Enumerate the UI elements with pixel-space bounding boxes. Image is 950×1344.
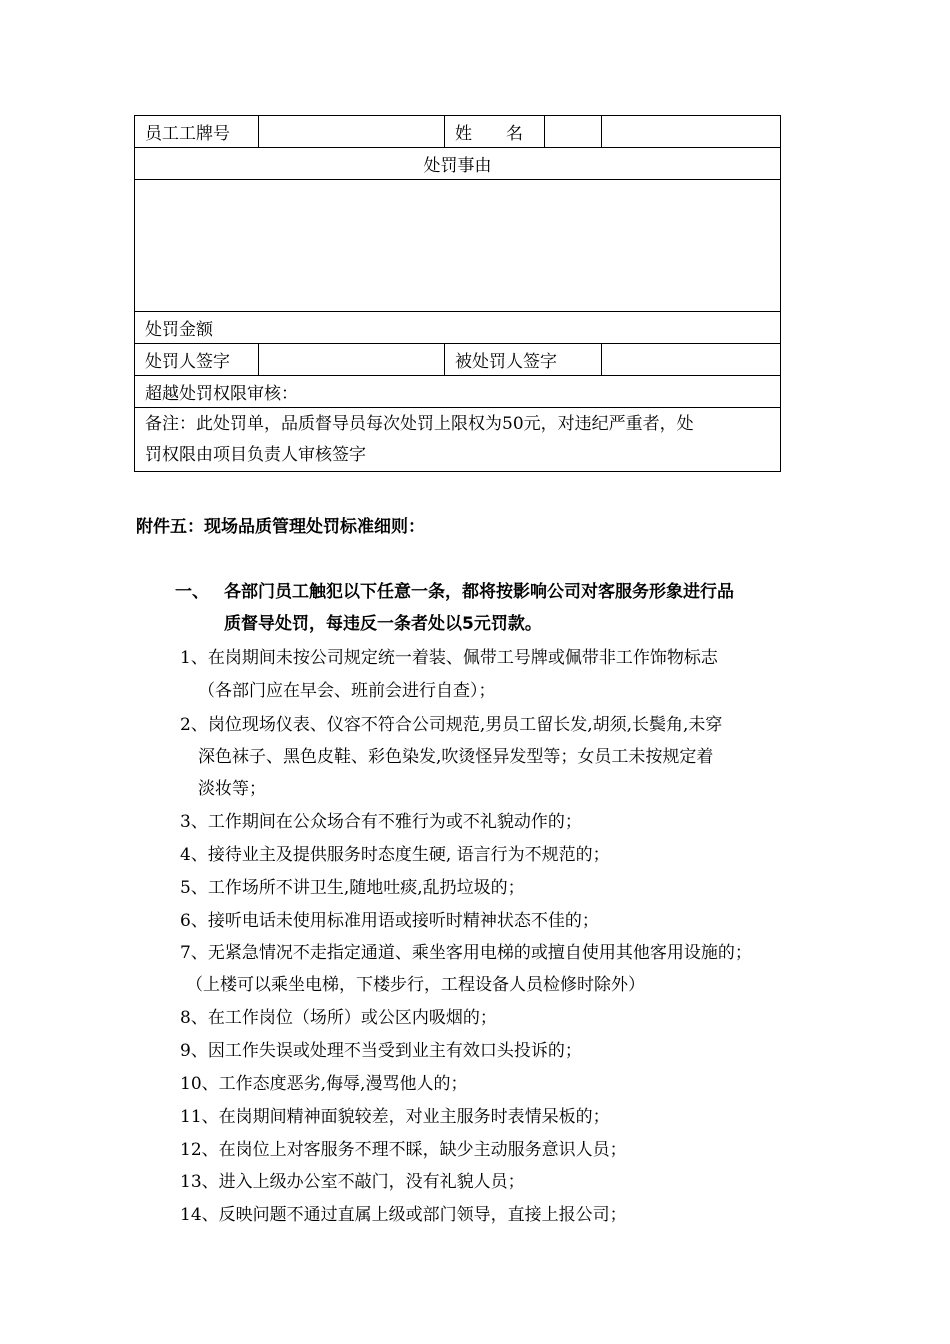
rule-item: 2、岗位现场仪表、仪容不符合公司规范,男员工留长发,胡须,长鬓角,未穿: [180, 715, 723, 735]
rule-item: 10、工作态度恶劣,侮辱,漫骂他人的；: [180, 1074, 468, 1094]
signature-row: [135, 344, 781, 376]
punisher-sign-label: 处罚人签字: [135, 344, 259, 376]
penalty-form-table: [134, 115, 781, 472]
section-1-line-2: 质督导处罚，每违反一条者处以5元罚款。: [224, 614, 542, 634]
note-cell: [135, 408, 781, 472]
rule-item: （各部门应在早会、班前会进行自查）；: [198, 681, 496, 701]
overlimit-review-label: 超越处罚权限审核：: [135, 376, 781, 408]
rule-item: 7、无紧急情况不走指定通道、乘坐客用电梯的或擅自使用其他客用设施的；: [180, 943, 752, 963]
rule-item: 3、工作期间在公众场合有不雅行为或不礼貌动作的；: [180, 812, 582, 832]
reason-header: 处罚事由: [135, 148, 781, 180]
reason-content-row: [135, 180, 781, 312]
rule-item: 8、在工作岗位（场所）或公区内吸烟的；: [180, 1008, 497, 1028]
punished-sign-label: 被处罚人签字: [445, 344, 602, 376]
extra-field[interactable]: [602, 116, 781, 148]
rule-item: 12、在岗位上对客服务不理不睬，缺少主动服务意识人员；: [180, 1140, 627, 1160]
section-1-line-1: 各部门员工触犯以下任意一条，都将按影响公司对客服务形象进行品: [224, 582, 734, 602]
rule-item: 5、工作场所不讲卫生,随地吐痰,乱扔垃圾的；: [180, 878, 525, 898]
reason-header-row: [135, 148, 781, 180]
note-row: [135, 408, 781, 472]
punished-sign-field[interactable]: [602, 344, 781, 376]
rule-item: 14、反映问题不通过直属上级或部门领导，直接上报公司；: [180, 1205, 627, 1225]
rule-item: 6、接听电话未使用标准用语或接听时精神状态不佳的；: [180, 911, 599, 931]
amount-row: [135, 312, 781, 344]
rule-item: 深色袜子、黑色皮鞋、彩色染发,吹烫怪异发型等；女员工未按规定着: [198, 747, 714, 767]
note-line-1: 备注：此处罚单，品质督导员每次处罚上限权为50元，对违纪严重者，处: [145, 413, 694, 434]
name-label: 姓 名: [445, 116, 545, 148]
rule-item: （上楼可以乘坐电梯，下楼步行，工程设备人员检修时除外）: [186, 975, 645, 995]
review-row: [135, 376, 781, 408]
punisher-sign-field[interactable]: [259, 344, 445, 376]
rule-item: 9、因工作失误或处理不当受到业主有效口头投诉的；: [180, 1041, 582, 1061]
rule-item: 4、接待业主及提供服务时态度生硬, 语言行为不规范的；: [180, 845, 610, 865]
name-field[interactable]: [545, 116, 602, 148]
employee-no-label: 员工工牌号: [135, 116, 259, 148]
employee-info-row: [135, 116, 781, 148]
note-line-2: 罚权限由项目负责人审核签字: [145, 444, 366, 465]
reason-field[interactable]: [135, 180, 781, 312]
section-1-number: 一、: [175, 582, 209, 602]
amount-label: 处罚金额: [135, 312, 781, 344]
rule-item: 13、进入上级办公室不敲门，没有礼貌人员；: [180, 1172, 525, 1192]
rule-item: 淡妆等；: [198, 779, 266, 799]
rule-item: 1、在岗期间未按公司规定统一着装、佩带工号牌或佩带非工作饰物标志: [180, 648, 718, 668]
rule-item: 11、在岗期间精神面貌较差，对业主服务时表情呆板的；: [180, 1107, 610, 1127]
annex-title: 附件五：现场品质管理处罚标准细则：: [136, 517, 425, 537]
employee-no-field[interactable]: [259, 116, 445, 148]
